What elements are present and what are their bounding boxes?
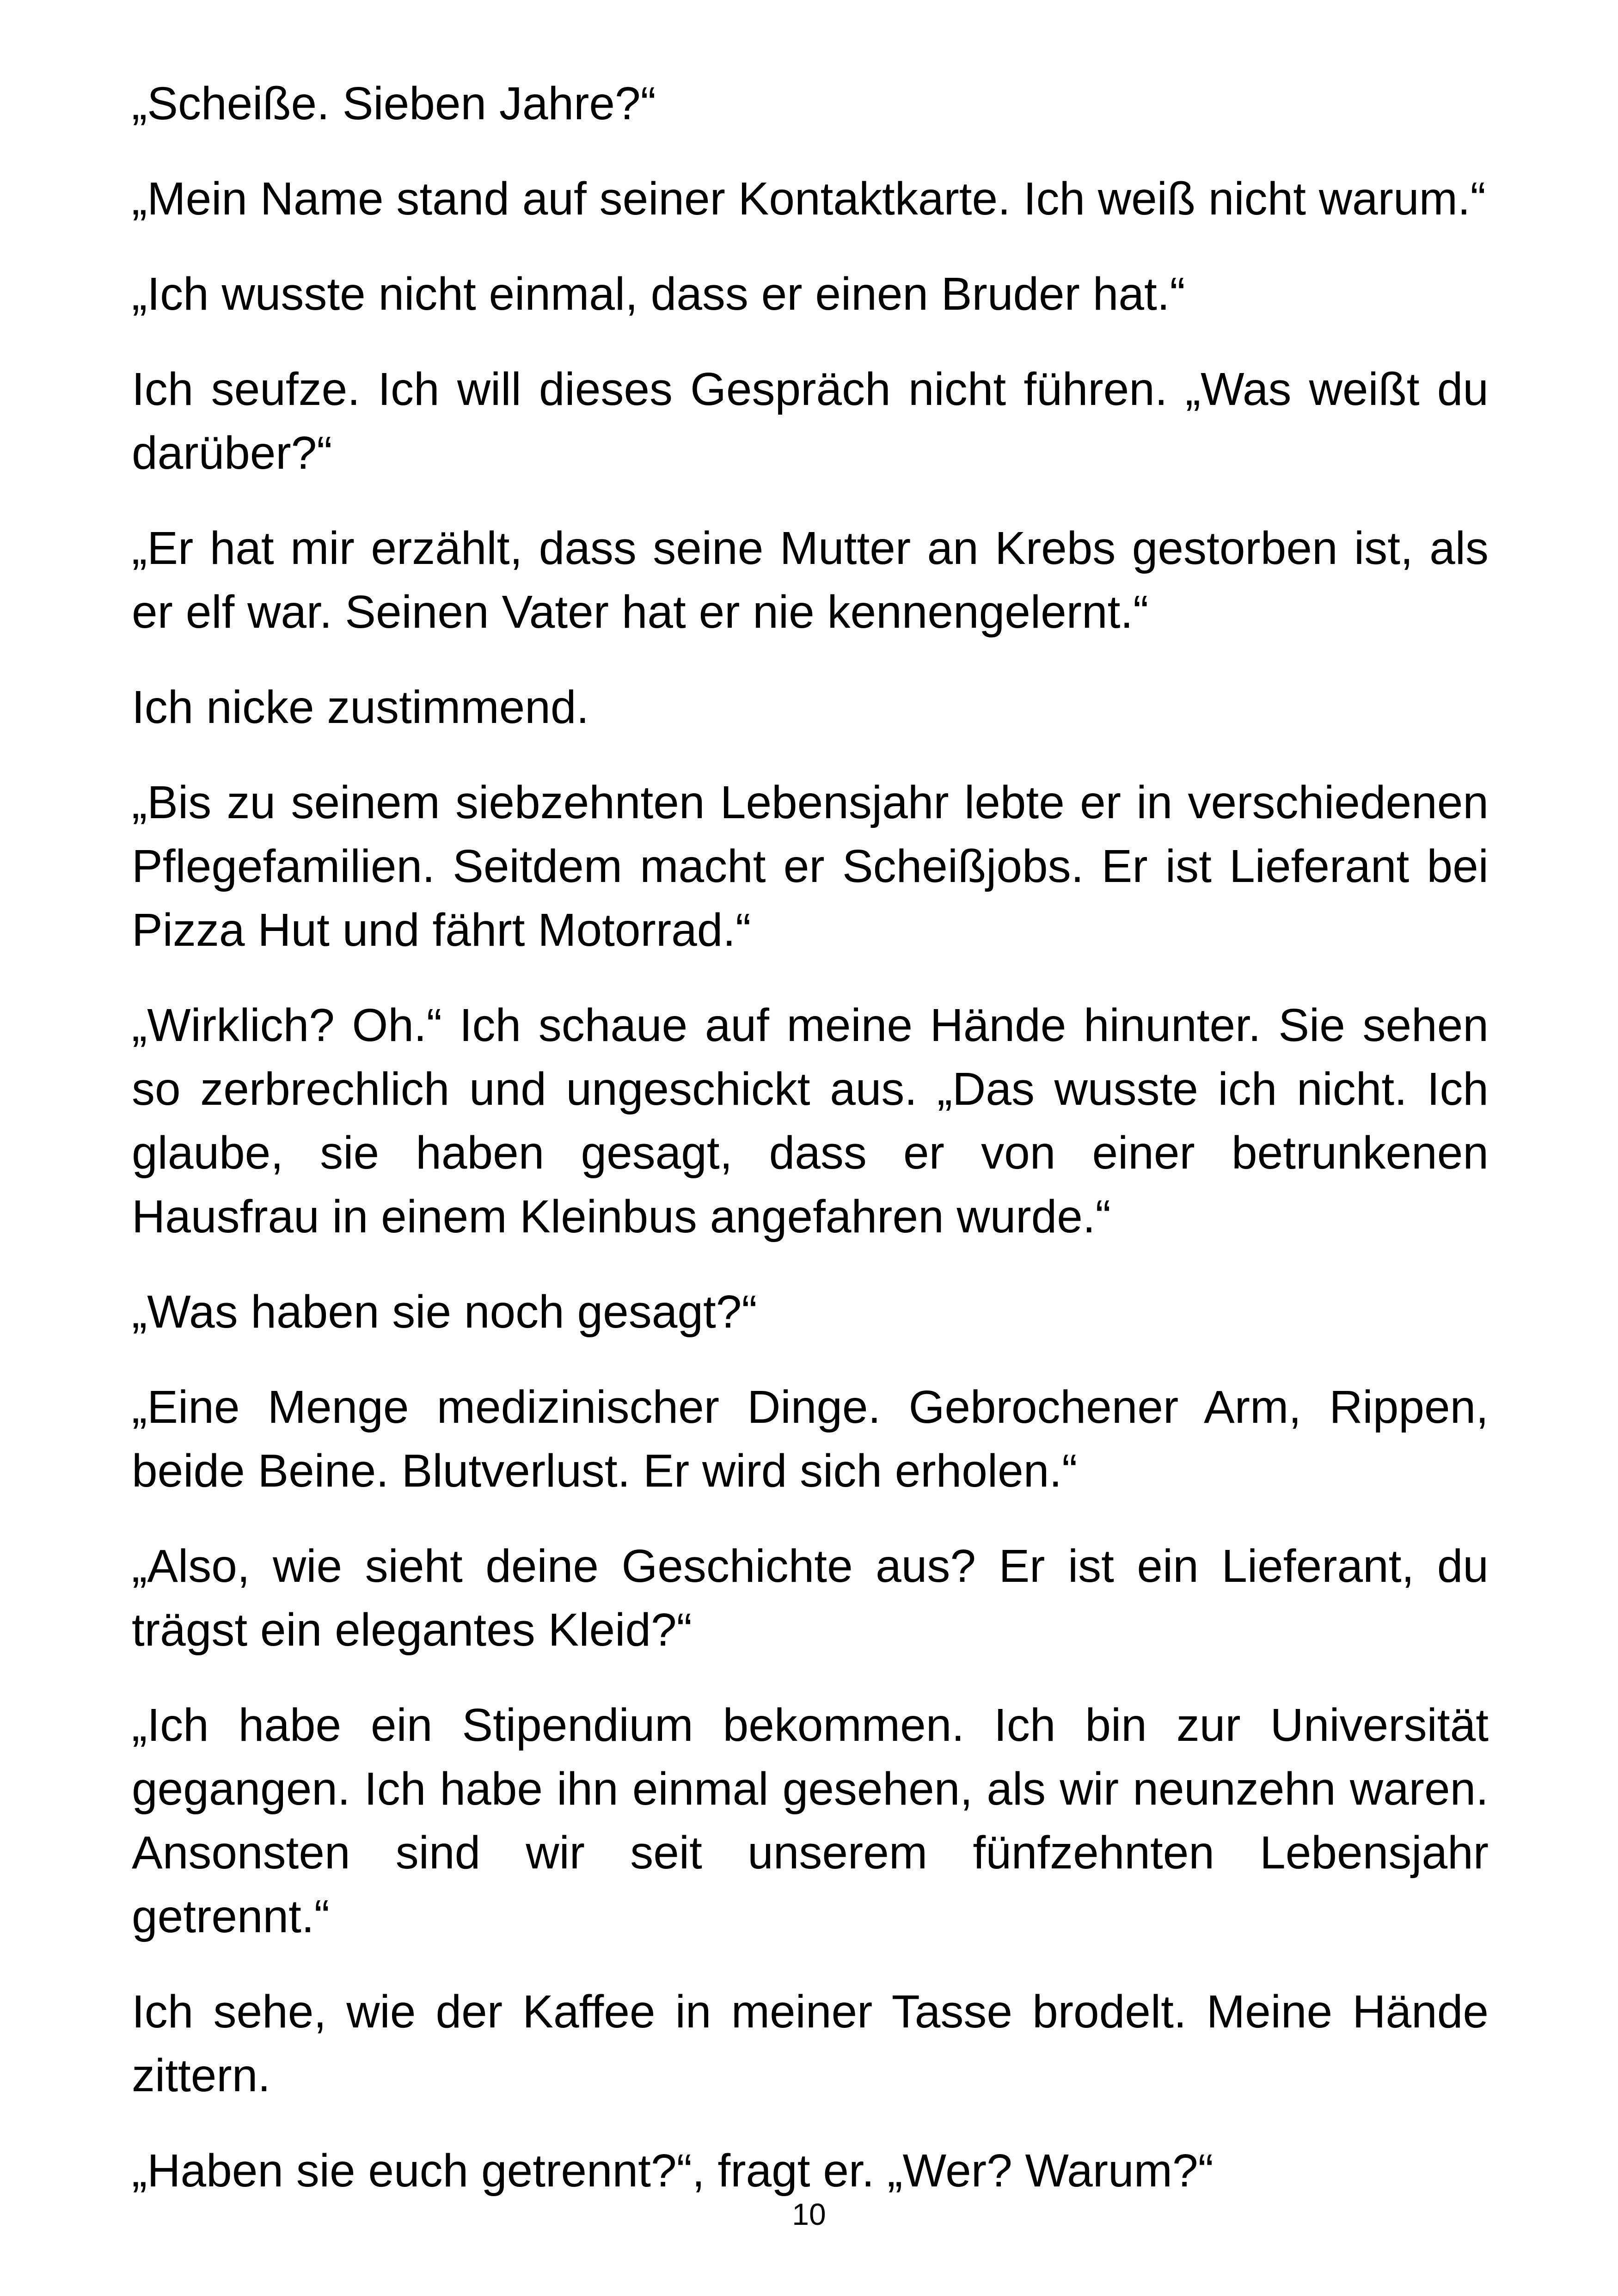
paragraph: „Ich wusste nicht einmal, dass er einen Bruder hat.“	[132, 268, 1185, 320]
paragraph: „Was haben sie noch gesagt?“	[132, 1286, 757, 1338]
paragraph: „Mein Name stand auf seiner Kontaktkarte. Ich weiß nicht warum.“	[132, 173, 1486, 225]
paragraph: „Haben sie euch getrennt?“, fragt er. „Wer? Warum?“	[132, 2145, 1214, 2197]
paragraph: „Ich habe ein Stipendium bekommen. Ich bin zur Universität gegangen. Ich habe ihn einmal gesehen, als wir neunzehn waren. Ansonsten sind wir seit unserem fünfzehnten Lebensjahr getrennt.“	[132, 1699, 1489, 1942]
page-number: 10	[792, 2197, 826, 2231]
paragraph: „Scheiße. Sieben Jahre?“	[132, 78, 656, 129]
paragraph: „Wirklich? Oh.“ Ich schaue auf meine Hände hinunter. Sie sehen so zerbrechlich und ungeschickt aus. „Das wusste ich nicht. Ich glaube, sie haben gesagt, dass er von einer betrunkenen Hausfrau in einem Kleinbus angefahren wurde.“	[132, 999, 1489, 1243]
paragraph: „Bis zu seinem siebzehnten Lebensjahr lebte er in verschiedenen Pflegefamilien. Seitdem macht er Scheißjobs. Er ist Lieferant bei Pizza Hut und fährt Motorrad.“	[132, 777, 1489, 956]
paragraph: „Er hat mir erzählt, dass seine Mutter an Krebs gestorben ist, als er elf war. Seinen Vater hat er nie kennengelernt.“	[132, 522, 1489, 638]
paragraph: „Eine Menge medizinischer Dinge. Gebrochener Arm, Rippen, beide Beine. Blutverlust. Er wird sich erholen.“	[132, 1381, 1489, 1497]
paragraph: Ich seufze. Ich will dieses Gespräch nicht führen. „Was weißt du darüber?“	[132, 363, 1489, 479]
body-text	[132, 72, 1489, 2234]
paragraph: „Also, wie sieht deine Geschichte aus? Er ist ein Lieferant, du trägst ein elegantes Kleid?“	[132, 1540, 1489, 1656]
paragraph: Ich sehe, wie der Kaffee in meiner Tasse brodelt. Meine Hände zittern.	[132, 1986, 1489, 2101]
paragraph: Ich nicke zustimmend.	[132, 681, 589, 733]
